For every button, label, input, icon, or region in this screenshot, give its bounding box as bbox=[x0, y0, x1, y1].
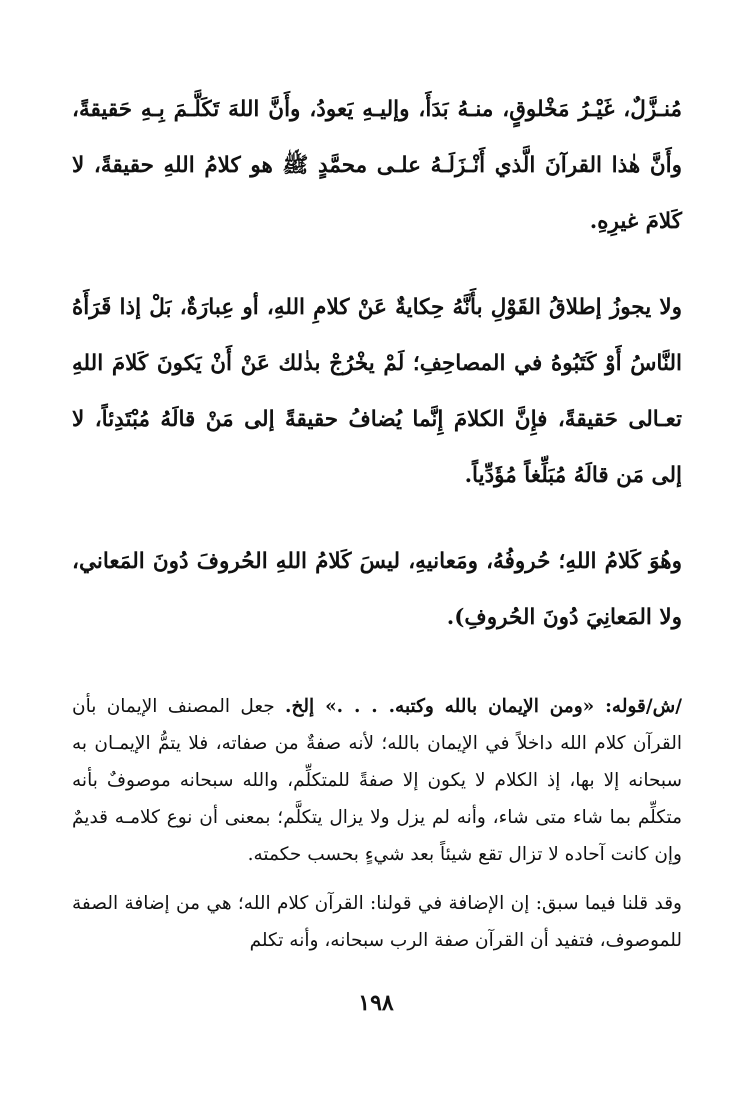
matn-paragraph-2: ولا يجوزُ إطلاقُ القَوْلِ بأَنَّهُ حِكايةٌ عَنْ كلامِ اللهِ، أو عِبارَةٌ، بَلْ إذا قَرَأَهُ النَّاسُ أَوْ كَتَبُوهُ في المصاحِفِ؛ لَمْ يخْرُجْ بذٰلك عَنْ أَنْ يَكونَ كَلامَ اللهِ تعـالى حَقيقةً، فإِنَّ الكلامَ إِنَّما يُضافُ حقيقةً إلى مَنْ قالَهُ مُبْتَدِئاً، لا إلى مَن قالَهُ مُبَلِّغاً مُؤَدِّياً. bbox=[72, 295, 682, 488]
matn-paragraph-1: مُنـزَّلٌ، غَيْـرُ مَخْلوقٍ، منـهُ بَدَأَ، وإليـهِ يَعودُ، وأَنَّ اللهَ تَكَلَّـمَ بِـهِ حَقيقةً، وأَنَّ هٰذا القرآنَ الَّذي أَنْـزَلَـهُ علـى محمَّدٍ ﷺ هو كلامُ اللهِ حقيقةً، لا كَلامَ غيرِهِ. bbox=[72, 97, 682, 234]
sharh-text: جعل المصنف الإيمان بأن القرآن كلام الله داخلاً في الإيمان بالله؛ لأنه صفةٌ من صفاته، فلا يتمُّ الإيمـان به سبحانه إلا بها، إذ الكلام لا يكون إلا صفةً للمتكلِّم، والله سبحانه موصوفٌ بأنه متكلِّم بما شاء متى شاء، وأنه لم يزل ولا يزال يتكلَّم؛ بمعنى أن نوع كلامـه قديمٌ وإن كانت آحاده لا تزال تقع شيئاً بعد شيءٍ بحسب حكمته. bbox=[72, 696, 682, 865]
sharh-paragraph-2 bbox=[72, 885, 682, 959]
page-number: ١٩٨ bbox=[358, 990, 394, 1016]
matn-paragraph-3: وهُوَ كَلامُ اللهِ؛ حُروفُهُ، ومَعانيهِ، ليسَ كَلامُ اللهِ الحُروفَ دُونَ المَعاني، ولا المَعانِيَ دُونَ الحُروفِ). bbox=[72, 549, 682, 630]
sharh-text: وقد قلنا فيما سبق: إن الإضافة في قولنا: القرآن كلام الله؛ هي من إضافة الصفة للموصوف، فتفيد أن القرآن صفة الرب سبحانه، وأنه تكلم bbox=[72, 893, 682, 951]
book-page bbox=[72, 82, 682, 959]
sharh-paragraph-1 bbox=[72, 688, 682, 873]
sharh-lead: /ش/قوله: «ومن الإيمان بالله وكتبه. . . .» إلخ. bbox=[285, 696, 682, 717]
